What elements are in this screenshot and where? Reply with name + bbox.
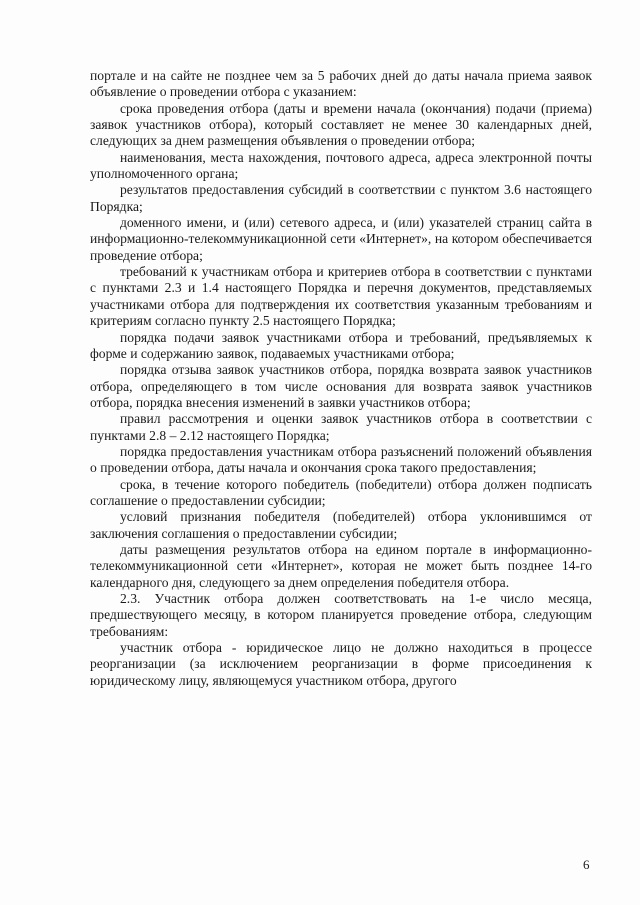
- paragraph-authority-details: наименования, места нахождения, почтового адреса, адреса электронной почты уполномоченного органа;: [90, 149, 592, 182]
- paragraph-clarifications: порядка предоставления участникам отбора разъяснений положений объявления о проведении отбора, даты начала и окончания срока такого предоставления;: [90, 443, 592, 476]
- paragraph-selection-period: срока проведения отбора (даты и времени начала (окончания) подачи (приема) заявок участников отбора), который составляет не менее 30 календарных дней, следующих за днем размещения объявления о проведении отбора;: [90, 100, 592, 149]
- page-number: 6: [583, 857, 590, 872]
- body-text: [90, 68, 592, 689]
- paragraph-participant-requirements: требований к участникам отбора и критериев отбора в соответствии с пунктами с пунктами 2.3 и 1.4 настоящего Порядка и перечня документов, представляемых участниками отбора для подтверждения их соответствия указанным требованиям и критериям согласно пункту 2.5 настоящего Порядка;: [90, 264, 592, 329]
- paragraph-reorganization: участник отбора - юридическое лицо не должно находиться в процессе реорганизации (за исключением реорганизации в форме присоединения к юридическому лицу, являющемуся участником отбора, другого: [90, 640, 592, 688]
- paragraph-domain-name: доменного имени, и (или) сетевого адреса, и (или) указателей страниц сайта в информационно-телекоммуникационной сети «Интернет», на котором обеспечивается проведение отбора;: [90, 215, 592, 263]
- paragraph-application-submission: порядка подачи заявок участниками отбора и требований, предъявляемых к форме и содержанию заявок, подаваемых участниками отбора;: [90, 329, 592, 361]
- paragraph-agreement-deadline: срока, в течение которого победитель (победители) отбора должен подписать соглашение о предоставлении субсидии;: [90, 476, 592, 508]
- paragraph-subsidy-results: результатов предоставления субсидий в соответствии с пунктом 3.6 настоящего Порядка;: [90, 182, 592, 214]
- paragraph-evaluation-rules: правил рассмотрения и оценки заявок участников отбора в соответствии с пунктами 2.8 – 2.12 настоящего Порядка;: [90, 411, 592, 443]
- paragraph-results-publication: даты размещения результатов отбора на едином портале в информационно-телекоммуникационной сети «Интернет», которая не может быть позднее 14-го календарного дня, следующего за днем определения победителя отбора.: [90, 541, 592, 590]
- paragraph-application-withdrawal: порядка отзыва заявок участников отбора, порядка возврата заявок участников отбора, определяющего в том числе основания для возврата заявок участников отбора, порядка внесения изменений в заявки участников отбора;: [90, 362, 592, 410]
- paragraph-announcement-intro: портале и на сайте не позднее чем за 5 рабочих дней до даты начала приема заявок объявление о проведении отбора с указанием:: [90, 68, 592, 100]
- paragraph-evasion-conditions: условий признания победителя (победителей) отбора уклонившимся от заключения соглашения о предоставлении субсидии;: [90, 509, 592, 541]
- paragraph-section-2-3: 2.3. Участник отбора должен соответствовать на 1-е число месяца, предшествующего месяцу, в котором планируется проведение отбора, следующим требованиям:: [90, 591, 592, 639]
